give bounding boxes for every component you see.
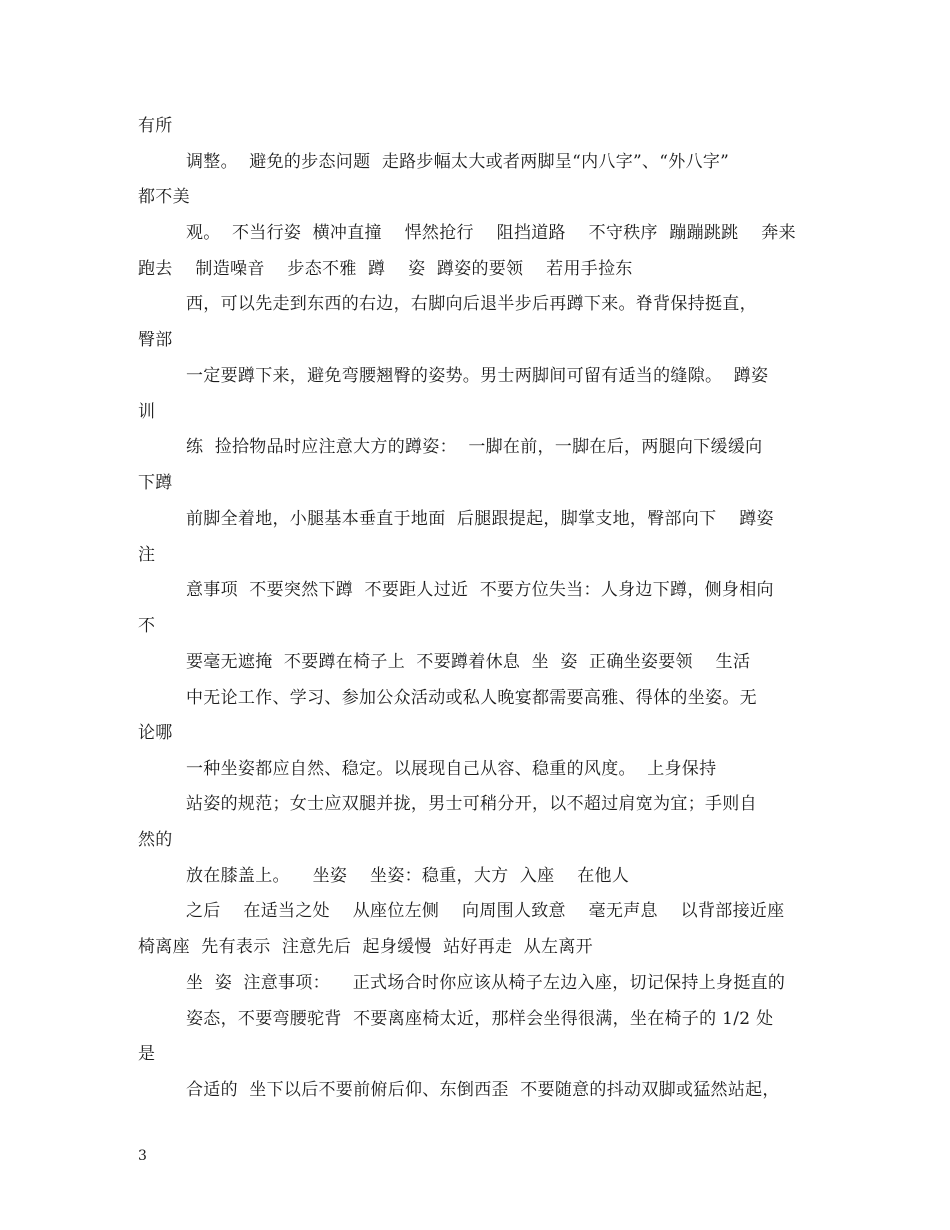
text-line: 站姿的规范；女士应双腿并拢，男士可稍分开，以不超过肩宽为宜；手则自 xyxy=(186,794,757,814)
text-line: 一定要蹲下来，避免弯腰翘臀的姿势。男士两脚间可留有适当的缝隙。 蹲姿 xyxy=(186,366,769,386)
text-line: 下蹲 xyxy=(138,473,173,493)
text-line: 意事项 不要突然下蹲 不要距人过近 不要方位失当：人身边下蹲，侧身相向 xyxy=(186,580,774,600)
page-number: 3 xyxy=(138,1148,147,1164)
text-line: 然的 xyxy=(138,830,173,850)
text-line: 合适的 坐下以后不要前俯后仰、东倒西歪 不要随意的抖动双脚或猛然站起， xyxy=(186,1080,780,1100)
text-line: 是 xyxy=(138,1044,156,1064)
text-line: 椅离座 先有表示 注意先后 起身缓慢 站好再走 从左离开 xyxy=(138,937,593,957)
text-line: 跑去 制造噪音 步态不雅 蹲 姿 蹲姿的要领 若用手捡东 xyxy=(138,259,633,279)
text-line: 放在膝盖上。 坐姿 坐姿：稳重，大方 入座 在他人 xyxy=(186,866,630,886)
text-line: 臀部 xyxy=(138,330,173,350)
text-line: 练 捡拾物品时应注意大方的蹲姿： 一脚在前，一脚在后，两腿向下缓缓向 xyxy=(186,437,763,457)
text-line: 训 xyxy=(138,402,156,422)
text-line: 要毫无遮掩 不要蹲在椅子上 不要蹲着休息 坐 姿 正确坐姿要领 生活 xyxy=(186,652,751,672)
text-line: 前脚全着地，小腿基本垂直于地面 后腿跟提起，脚掌支地，臀部向下 蹲姿 xyxy=(186,509,774,529)
text-line: 之后 在适当之处 从座位左侧 向周围人致意 毫无声息 以背部接近座 xyxy=(186,901,785,921)
text-line: 一种坐姿都应自然、稳定。以展现自己从容、稳重的风度。 上身保持 xyxy=(186,759,717,779)
text-line: 论哪 xyxy=(138,723,173,743)
text-line: 调整。 避免的步态问题 走路步幅太大或者两脚呈“内八字”、“外八字” xyxy=(186,152,730,172)
text-line: 中无论工作、学习、参加公众活动或私人晚宴都需要高雅、得体的坐姿。无 xyxy=(186,688,757,708)
text-line: 有所 xyxy=(138,116,173,136)
text-line: 姿态，不要弯腰驼背 不要离座椅太近，那样会坐得很满，坐在椅子的 1/2 处 xyxy=(186,1009,774,1029)
text-line: 注 xyxy=(138,545,156,565)
text-line: 观。 不当行姿 横冲直撞 悍然抢行 阻挡道路 不守秩序 蹦蹦跳跳 奔来 xyxy=(186,223,796,243)
text-line: 西，可以先走到东西的右边，右脚向后退半步后再蹲下来。脊背保持挺直， xyxy=(186,294,757,314)
text-line: 不 xyxy=(138,616,156,636)
text-line: 都不美 xyxy=(138,187,190,207)
text-line: 坐 姿 注意事项： 正式场合时你应该从椅子左边入座，切记保持上身挺直的 xyxy=(186,973,786,993)
